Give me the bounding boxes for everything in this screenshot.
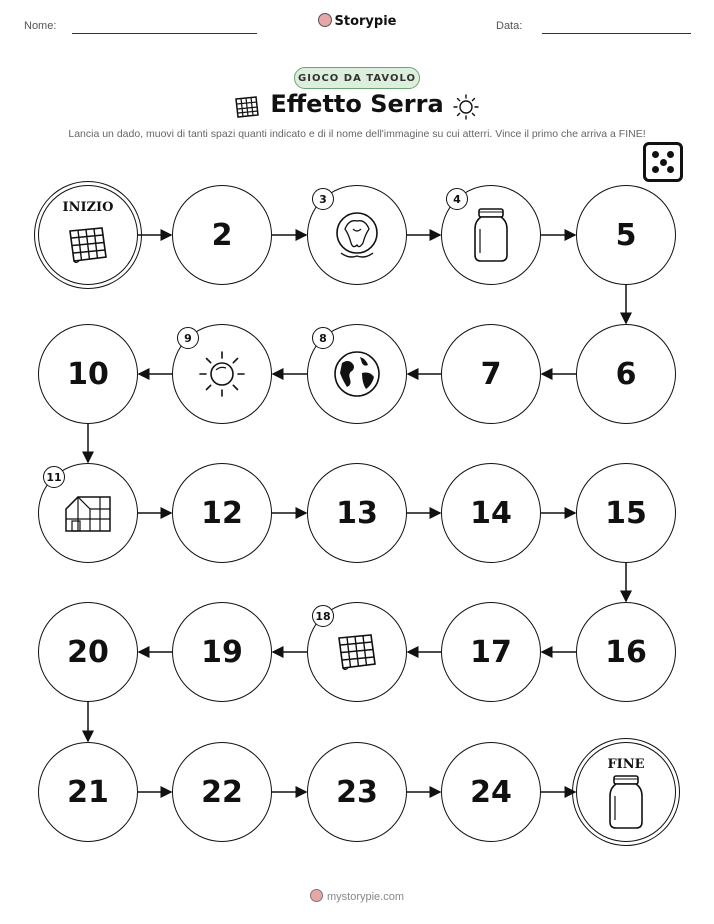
space-number: 14 [470,495,512,531]
storypie-logo-icon [310,889,323,902]
board-space-6 [576,324,676,424]
board-space-7 [441,324,541,424]
blanket-icon [66,225,110,269]
space-number: 17 [470,634,512,670]
space-number: 10 [67,356,109,392]
board-space-10 [38,324,138,424]
space-number: 15 [605,495,647,531]
jar-icon [471,207,511,267]
space-number: 19 [201,634,243,670]
board-space-13 [307,463,407,563]
brand-name: Storypie [334,14,397,29]
board-space-5 [576,185,676,285]
board-space-20 [38,602,138,702]
greenhouse-icon [62,491,114,539]
board-space-8 [307,324,407,424]
board-space-14 [441,463,541,563]
board-space-17 [441,602,541,702]
space-number: 22 [201,774,243,810]
board-space-19 [172,602,272,702]
board-space-21 [38,742,138,842]
board-space-15 [576,463,676,563]
board-space-1 [38,185,138,285]
space-number: 12 [201,495,243,531]
space-number: 7 [480,356,502,392]
jar-icon [606,774,646,834]
space-number-badge: 4 [446,188,468,210]
instructions: Lancia un dado, muovi di tanti spazi quanti indicato e di il nome dell'immagine su cui atterri. Vince il primo che arriva a FINE! [68,128,646,140]
start-label: INIZIO [62,200,114,215]
space-number-badge: 18 [312,605,334,627]
space-number-badge: 3 [312,188,334,210]
date-label: Data: [496,20,523,32]
space-number-badge: 9 [177,327,199,349]
footer [0,889,714,903]
space-number: 13 [336,495,378,531]
board-space-3 [307,185,407,285]
space-number: 21 [67,774,109,810]
board-space-12 [172,463,272,563]
finish-label: FINE [607,757,645,772]
space-number-badge: 8 [312,327,334,349]
space-number: 2 [211,217,233,253]
space-number: 6 [615,356,637,392]
sun-icon [196,348,248,404]
board-space-11 [38,463,138,563]
board-space-23 [307,742,407,842]
space-number: 24 [470,774,512,810]
board-space-4 [441,185,541,285]
board-space-25 [576,742,676,842]
space-number: 5 [615,217,637,253]
space-number: 23 [336,774,378,810]
name-label: Nome: [24,20,57,32]
board-space-16 [576,602,676,702]
space-number: 16 [605,634,647,670]
board-space-9 [172,324,272,424]
category-badge: GIOCO DA TAVOLO [294,67,420,89]
blanket-icon [335,632,379,676]
space-number: 20 [67,634,109,670]
space-number-badge: 11 [43,466,65,488]
melting-ice-icon [331,209,383,265]
earth-icon [332,349,382,403]
board-space-24 [441,742,541,842]
board-space-22 [172,742,272,842]
board-space-18 [307,602,407,702]
board-space-2 [172,185,272,285]
page-title: Effetto Serra [270,90,444,118]
footer-url[interactable]: mystorypie.com [326,891,405,903]
